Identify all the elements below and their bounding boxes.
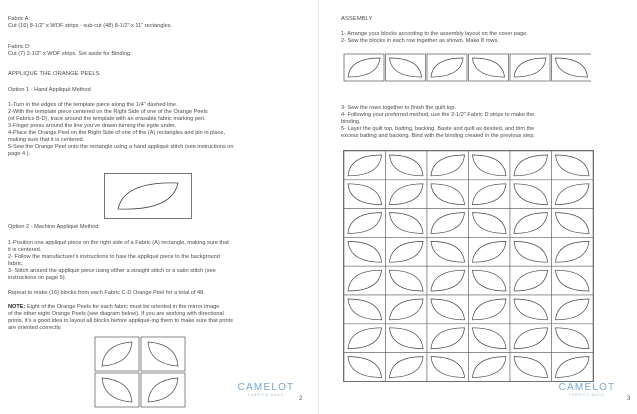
option1-step-line: making sure that it is centered. (8, 137, 85, 143)
brand-tagline: FABRICS MADE (248, 393, 284, 397)
brand-tagline: FABRICS MADE (569, 393, 605, 397)
option1-step-line: 2-With the template piece centered on the Right Side of one of the Orange Peels (8, 109, 208, 115)
block-row-diagram (343, 53, 591, 83)
assembly-step-line: 1- Arrange your blocks according to the assembly layout on the cover page. (341, 31, 528, 37)
note-text: Eight of the Orange Peels for each fabric must be oriented in the mirror image (25, 304, 220, 310)
option1-heading: Option 1 - Hand Appliqué Method (8, 87, 91, 93)
camelot-logo (557, 382, 617, 397)
assembly-step-line: 4- Following your preferred method, use the 2-1/2" Fabric D strips to make the (341, 112, 535, 118)
option1-step-line: (of Fabrics B-D), trace around the template with an erasable fabric marking pen. (8, 116, 206, 122)
applique-heading: APPLIQUÉ THE ORANGE PEELS (8, 71, 100, 77)
option2-step-line: 1-Position one appliqué piece on the right side of a Fabric (A) rectangle, making sure that (8, 240, 229, 246)
option1-step-line: 4-Place the Orange Peel on the Right Side of one of the (A) rectangles and pin in place, (8, 130, 226, 136)
brand-name: CAMELOT (237, 382, 295, 393)
note-line-1 (8, 304, 219, 311)
page-number: 2 (299, 396, 303, 402)
assembly-step-line: excess batting and backing. Bind with the binding created in the previous step. (341, 133, 536, 139)
repeat-text: Repeat to make (16) blocks from each Fabric C-D Orange Peel for a total of 48. (8, 290, 205, 296)
note-line: of the other eight Orange Peels (see diagram below). If you are working with directional (8, 311, 224, 317)
quilt-assembly-diagram (343, 150, 595, 382)
brand-name: CAMELOT (558, 382, 616, 393)
option1-step-line: 5-Sew the Orange Peel onto the rectangle using a hand appliqué stitch (see instructions on (8, 144, 234, 150)
fabric-d-heading: Fabric D: (8, 44, 31, 50)
option2-step-line: 2- Follow the manufacturer's instructions to fuse the appliqué piece to the background (8, 254, 220, 260)
option1-step-line: page 4 ). (8, 151, 31, 157)
option2-step-line: instructions on page 5). (8, 275, 67, 281)
option1-step-line: 3-Finger press around the line you've drawn turning the egde under. (8, 123, 177, 129)
assembly-step-line: binding. (341, 119, 361, 125)
option1-step-line: 1-Turn in the edges of the template piece along the 1/4" dashed line. (8, 102, 178, 108)
fabric-d-text: Cut (7) 2-1/2" x WOF strips. Set aside for Binding. (8, 51, 132, 57)
fabric-a-text: Cut (16) 8-1/2" x WOF strips - sub-cut (48) 8-1/2" x 11" rectangles. (8, 23, 173, 29)
fabric-a-heading: Fabric A: (8, 16, 31, 22)
option2-step-line: it is centered. (8, 247, 42, 253)
note-label: NOTE: (8, 304, 26, 310)
option2-step-line: 3- Stitch around the appliqué piece using either a straight stitch or a satin stitch (see (8, 268, 216, 274)
assembly-heading: ASSEMBLY (341, 16, 373, 22)
assembly-step-line: 3- Sew the rows together to finish the quilt top. (341, 105, 457, 111)
assembly-step-line: 5- Layer the quilt top, batting, backing. Baste and quilt as desired, and trim the (341, 126, 535, 132)
template-block-diagram (104, 173, 192, 219)
page-3 (319, 0, 637, 414)
camelot-logo (236, 382, 296, 397)
option2-heading: Option 2 - Machine Appliqué Method (8, 224, 99, 230)
page-2 (0, 0, 318, 414)
note-line: prints, it's a good idea to layout all blocks before appliqué-ing them to make sure that prints (8, 318, 233, 324)
note-line: are oriented correctly. (8, 325, 62, 331)
assembly-step-line: 2- Sew the blocks in each row together as shown. Make 8 rows. (341, 38, 499, 44)
mirror-orientation-diagram (94, 336, 186, 408)
page-number: 3 (627, 396, 631, 402)
option2-step-line: fabric. (8, 261, 24, 267)
